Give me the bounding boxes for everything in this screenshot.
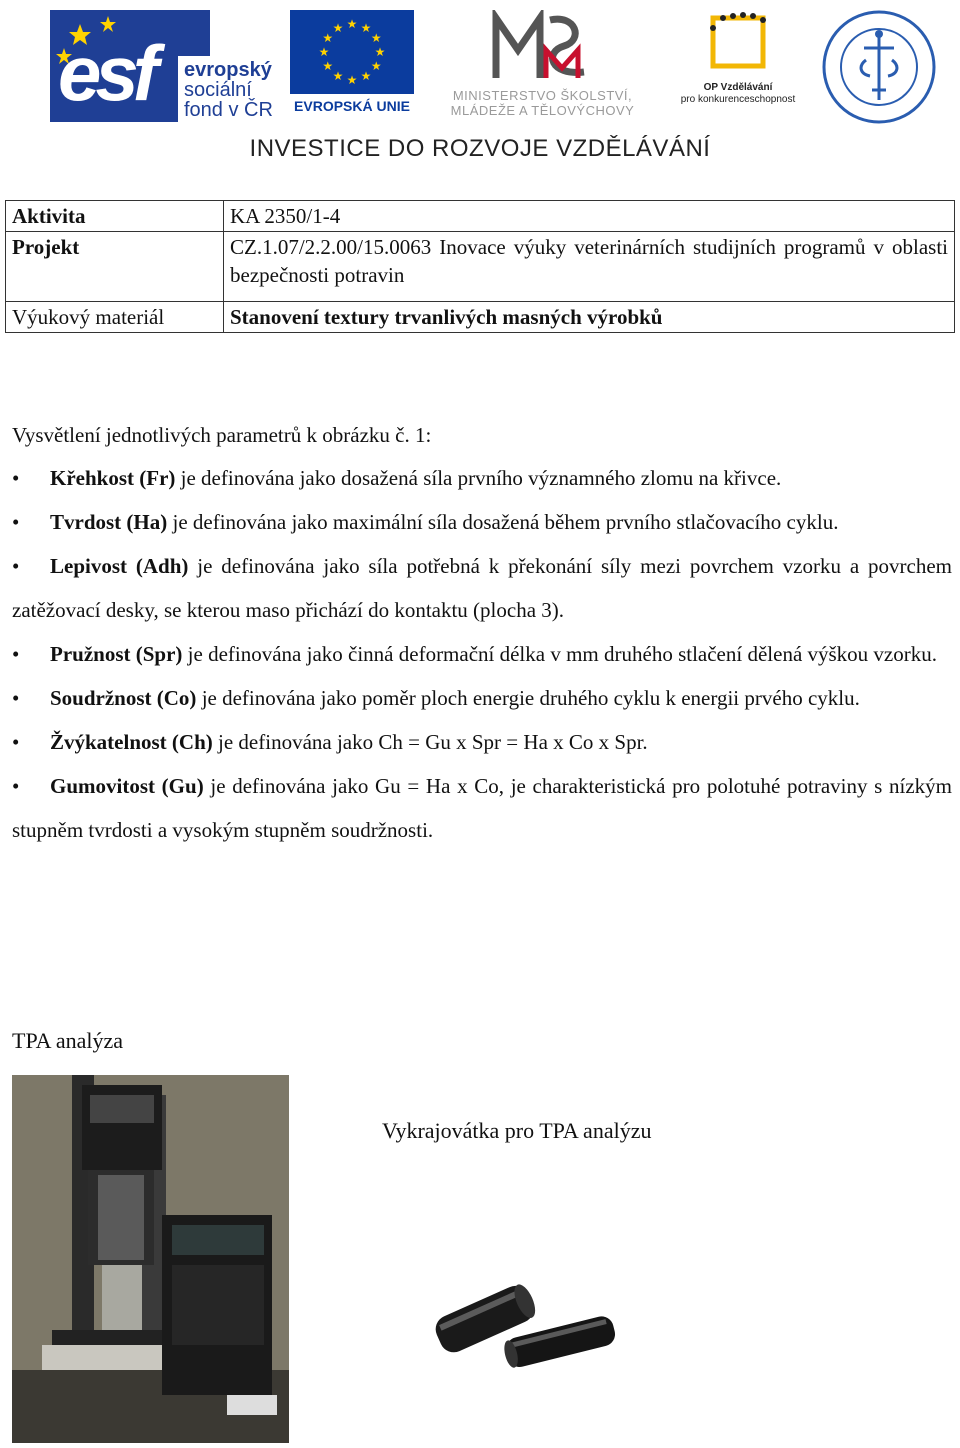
term: Žvýkatelnost (Ch) bbox=[50, 730, 213, 754]
definition: je definována jako síla potřebná k překonání síly mezi povrchem vzorku a povrchem zatěžovací desky, se kterou maso přichází do kontaktu (plocha 3). bbox=[12, 554, 952, 622]
esf-logo-text bbox=[178, 56, 279, 124]
tagline: INVESTICE DO ROZVOJE VZDĚLÁVÁNÍ bbox=[249, 135, 711, 162]
eu-star-icon: ★ bbox=[360, 69, 372, 84]
value-vyukovy-material: Stanovení textury trvanlivých masných výrobků bbox=[224, 302, 955, 333]
list-item bbox=[12, 500, 952, 544]
esf-line-2: sociální bbox=[184, 79, 252, 101]
eu-stars-icon bbox=[290, 10, 414, 94]
info-table bbox=[5, 200, 955, 333]
msmt-logo bbox=[430, 10, 655, 122]
label-projekt: Projekt bbox=[6, 232, 224, 302]
definitions-list bbox=[12, 456, 952, 852]
definition: je definována jako maximální síla dosažená během prvního stlačovacího cyklu. bbox=[167, 510, 839, 534]
esf-line-1: evropský bbox=[184, 59, 272, 81]
bullet-icon: • bbox=[12, 466, 20, 490]
cutters-photo bbox=[425, 1270, 625, 1380]
eu-star-icon: ★ bbox=[322, 59, 334, 73]
definition: je definována jako činná deformační délka v mm druhého stlačení dělená výškou vzorku. bbox=[182, 642, 937, 666]
analyzer-graphic bbox=[12, 1075, 289, 1443]
op-mark-icon bbox=[703, 10, 778, 70]
value-projekt: CZ.1.07/2.2.00/15.0063 Inovace výuky veterinárních studijních programů v oblasti bezpečnosti potravin bbox=[224, 232, 955, 302]
op-logo bbox=[668, 10, 808, 122]
term: Lepivost (Adh) bbox=[50, 554, 189, 578]
eu-star-icon: ★ bbox=[360, 20, 372, 35]
term: Gumovitost (Gu) bbox=[50, 774, 204, 798]
eu-flag-icon bbox=[290, 10, 414, 94]
seal-graphic bbox=[820, 8, 938, 126]
bullet-icon: • bbox=[12, 774, 20, 798]
eu-logo bbox=[290, 10, 414, 122]
bullet-icon: • bbox=[12, 642, 20, 666]
op-line-1: OP Vzdělávání bbox=[703, 82, 773, 93]
label-vyukovy-material: Výukový materiál bbox=[6, 302, 224, 333]
msmt-line-2: MLÁDEŽE A TĚLOVÝCHOVY bbox=[450, 103, 635, 118]
label-aktivita: Aktivita bbox=[6, 201, 224, 232]
texture-analyzer-photo bbox=[12, 1075, 289, 1443]
eu-star-icon: ★ bbox=[346, 17, 358, 31]
eu-star-icon: ★ bbox=[370, 31, 382, 45]
eu-logo-caption: EVROPSKÁ UNIE bbox=[294, 98, 410, 114]
intro-text: Vysvětlení jednotlivých parametrů k obrázku č. 1: bbox=[12, 423, 432, 447]
eu-star-icon: ★ bbox=[318, 45, 330, 59]
bullet-icon: • bbox=[12, 554, 20, 578]
bullet-icon: • bbox=[12, 686, 20, 710]
cutters-graphic bbox=[425, 1270, 625, 1380]
list-item bbox=[12, 632, 952, 676]
esf-letters: esf bbox=[58, 29, 153, 117]
tpa-title: TPA analýza bbox=[12, 1028, 123, 1053]
university-seal-icon bbox=[820, 8, 938, 126]
eu-star-icon: ★ bbox=[322, 31, 334, 45]
definition: je definována jako dosažená síla prvního významného zlomu na křivce. bbox=[175, 466, 782, 490]
bullet-icon: • bbox=[12, 730, 20, 754]
term: Pružnost (Spr) bbox=[50, 642, 183, 666]
value-aktivita: KA 2350/1-4 bbox=[224, 201, 955, 232]
definition: je definována jako Ch = Gu x Spr = Ha x Co x Spr. bbox=[212, 730, 648, 754]
eu-star-icon: ★ bbox=[374, 45, 386, 59]
term: Soudržnost (Co) bbox=[50, 686, 197, 710]
esf-logo bbox=[50, 10, 280, 122]
table-row bbox=[6, 302, 955, 333]
table-row bbox=[6, 232, 955, 302]
msmt-caption bbox=[430, 88, 655, 118]
op-caption bbox=[668, 82, 808, 106]
list-item bbox=[12, 676, 952, 720]
eu-star-icon: ★ bbox=[346, 73, 358, 87]
definition: je definována jako poměr ploch energie druhého cyklu k energii prvého cyklu. bbox=[196, 686, 860, 710]
list-item bbox=[12, 764, 952, 852]
definition: je definována jako Gu = Ha x Co, je charakteristická pro polotuhé potraviny s nízkým stupněm tvrdosti a vysokým stupněm soudržnosti. bbox=[12, 774, 952, 842]
eu-star-icon: ★ bbox=[370, 59, 382, 73]
photo-caption: Vykrajovátka pro TPA analýzu bbox=[382, 1118, 652, 1143]
bullet-icon: • bbox=[12, 510, 20, 534]
table-row bbox=[6, 201, 955, 232]
msmt-mark-icon bbox=[488, 10, 598, 82]
list-item bbox=[12, 456, 952, 500]
list-item bbox=[12, 720, 952, 764]
eu-star-icon: ★ bbox=[332, 69, 344, 84]
term: Tvrdost (Ha) bbox=[50, 510, 168, 534]
op-line-2: pro konkurenceschopnost bbox=[680, 94, 796, 105]
eu-star-icon: ★ bbox=[332, 20, 344, 35]
esf-line-3: fond v ČR bbox=[184, 99, 273, 121]
msmt-line-1: MINISTERSTVO ŠKOLSTVÍ, bbox=[452, 88, 633, 103]
term: Křehkost (Fr) bbox=[50, 466, 176, 490]
list-item bbox=[12, 544, 952, 632]
